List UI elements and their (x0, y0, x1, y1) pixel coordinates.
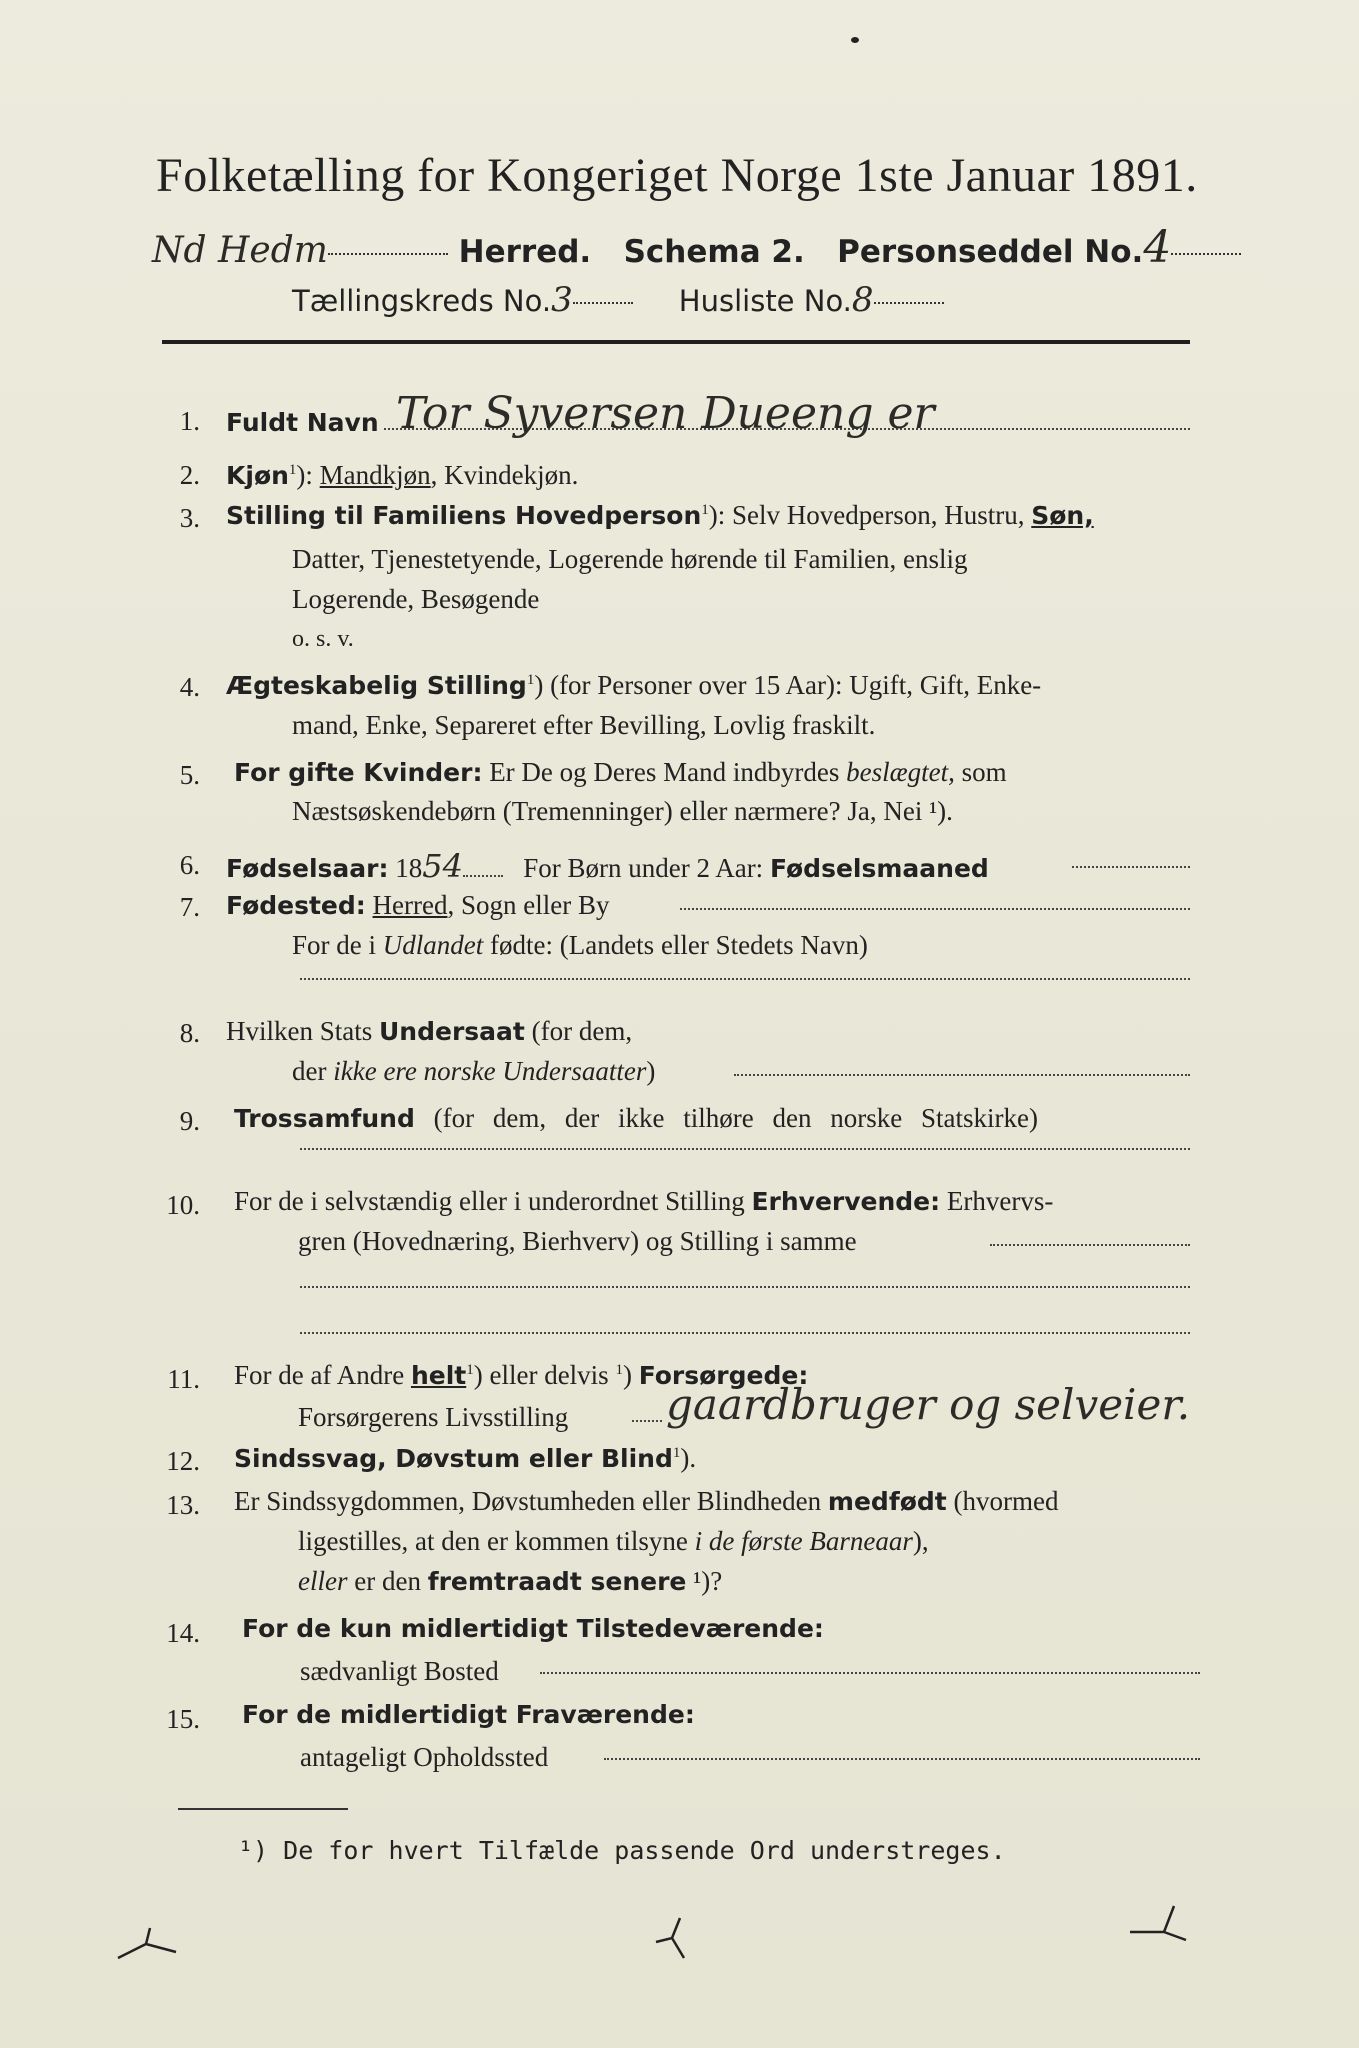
q9-line (234, 1103, 1038, 1134)
q10-line2: gren (Hovednæring, Bierhverv) og Stilling i samme (298, 1226, 857, 1256)
q10-text-c: Erhvervs- (940, 1186, 1054, 1216)
husliste-handwritten: 8 (851, 280, 874, 320)
q13-text-3c: ¹)? (686, 1566, 723, 1596)
q11-label: Forsørgede: (638, 1361, 809, 1390)
q4-number: 4. (179, 672, 200, 702)
q8-number: 8. (179, 1018, 200, 1048)
q10-fill-line-3 (300, 1332, 1190, 1334)
q6-label: Fødselsaar: (226, 854, 389, 883)
q2-sup: 1 (288, 462, 297, 478)
q5-text-italic: beslægtet, (846, 757, 955, 787)
q4-label: Ægteskabelig Stilling (226, 671, 527, 700)
q13-text-2-italic: i de første Barneaar (694, 1526, 913, 1556)
q13-line2 (298, 1526, 929, 1557)
q9-fill-line (300, 1148, 1190, 1150)
q8-text-a: Hvilken Stats (226, 1016, 379, 1046)
q13-line3 (298, 1566, 722, 1597)
q7-text-2-italic: Udlandet (382, 930, 484, 960)
q8-text-c: (for dem, (524, 1016, 633, 1046)
q13-text-3-italic: eller (298, 1566, 348, 1596)
q10-line1 (234, 1186, 1053, 1217)
personseddel-handwritten: 4 (1143, 222, 1172, 273)
q12-sup: 1 (672, 1445, 681, 1461)
q7-fill-line-1 (680, 908, 1190, 910)
q8-line1 (226, 1016, 632, 1047)
q10-label: Erhvervende: (751, 1187, 941, 1216)
q7-text-2a: For de i (292, 930, 383, 960)
q6-text-b: For Børn under 2 Aar: (523, 853, 764, 883)
q11-handwritten-answer: gaardbruger og selveier. (666, 1380, 1191, 1429)
q5-number: 5. (179, 760, 200, 790)
footnote-text: ¹) De for hvert Tilfælde passende Ord understreges. (238, 1836, 1006, 1865)
q10-text-a: For de i selvstændig eller i underordnet Stilling (234, 1186, 752, 1216)
header-line-kreds (292, 280, 944, 320)
q5-line1 (234, 757, 1007, 788)
q7-fill-line-2 (300, 978, 1190, 980)
q2-line (226, 460, 578, 491)
q11-text-a: For de af Andre (234, 1360, 411, 1390)
q5-text-a: Er De og Deres Mand indbyrdes (489, 757, 847, 787)
q6-number: 6. (179, 850, 200, 880)
q14-fill-line (540, 1672, 1200, 1674)
q14-line2: sædvanligt Bosted (300, 1656, 499, 1686)
q13-text-c: (hvormed (946, 1486, 1059, 1516)
q8-fill-line (734, 1074, 1190, 1076)
q6-label-b: Fødselsmaaned (769, 854, 989, 883)
personseddel-label: Personseddel No. (837, 234, 1144, 270)
q3-line2: Datter, Tjenestetyende, Logerende hørende til Familien, enslig (292, 544, 968, 574)
q7-line2 (292, 930, 868, 961)
taellingskreds-label: Tællingskreds No. (292, 284, 552, 318)
q3-number: 3. (179, 503, 200, 533)
q15-line1: For de midlertidigt Fraværende: (242, 1700, 695, 1729)
q1-handwritten-name: Tor Syversen Dueeng er (396, 388, 935, 439)
q15-fill-line (604, 1758, 1200, 1760)
q2-text-b: , Kvindekjøn. (430, 460, 579, 490)
q13-line1 (234, 1486, 1058, 1517)
q6-fill-line (1072, 866, 1190, 868)
q5-line2: Næstsøskendebørn (Tremenninger) eller nærmere? Ja, Nei ¹). (292, 796, 953, 826)
q15-line2: antageligt Opholdssted (300, 1742, 549, 1772)
q11-number: 11. (167, 1364, 200, 1394)
q8-line2 (292, 1056, 655, 1087)
q11-text-b: ) eller delvis (473, 1360, 616, 1390)
q3-line3: Logerende, Besøgende (292, 584, 540, 614)
q4-text-1: ) (for Personer over 15 Aar): Ugift, Gift, Enke- (534, 670, 1042, 700)
q11-text-c: ) (622, 1360, 639, 1390)
q2-number: 2. (179, 460, 200, 490)
q9-text: (for dem, der ikke tilhøre den norske Statskirke) (414, 1103, 1038, 1133)
q3-text-1: ): Selv Hovedperson, Hustru, (708, 500, 1032, 530)
q13-text-3a: er den (347, 1566, 428, 1596)
q4-line2: mand, Enke, Separeret efter Bevilling, Lovlig fraskilt. (292, 710, 876, 740)
q9-label: Trossamfund (234, 1104, 415, 1133)
header-line-herred (152, 222, 1241, 273)
q6-line (226, 847, 989, 885)
q2-label: Kjøn (226, 461, 289, 490)
q6-year-handwritten: 54 (422, 847, 463, 885)
q3-line1 (226, 500, 1094, 531)
q3-line4: o. s. v. (292, 626, 354, 652)
q13-number: 13. (166, 1490, 200, 1520)
q8-text-2b: ) (646, 1056, 656, 1086)
q7-option-herred: Herred (372, 890, 448, 920)
q12-number: 12. (166, 1446, 200, 1476)
q1-number: 1. (179, 406, 200, 436)
q3-sup: 1 (701, 502, 709, 518)
q4-line1 (226, 670, 1041, 701)
q7-line1 (226, 890, 609, 921)
q13-text-2a: ligestilles, at den er kommen tilsyne (298, 1526, 695, 1556)
q5-label: For gifte Kvinder: (234, 758, 483, 787)
q2-option-mandkjon: Mandkjøn (319, 460, 431, 490)
q14-number: 14. (166, 1618, 200, 1648)
q7-text-2b: fødte: (Landets eller Stedets Navn) (483, 930, 868, 960)
q11-option-helt: helt (410, 1361, 467, 1390)
registration-mark-left (116, 1924, 186, 1964)
q11-line2: Forsørgerens Livsstilling (298, 1402, 569, 1432)
q7-number: 7. (179, 892, 200, 922)
q14-line1: For de kun midlertidigt Tilstedeværende: (242, 1614, 824, 1643)
registration-mark-center (650, 1914, 690, 1962)
schema-label: Schema 2. (623, 234, 805, 270)
q10-fill-line-1 (990, 1244, 1190, 1246)
q12-line (234, 1443, 696, 1474)
ink-dot (851, 37, 859, 43)
header-rule (162, 340, 1190, 344)
q13-label-2: fremtraadt senere (427, 1567, 687, 1596)
q11-line1: For de af Andre helt$^1$) eller delvis $^1$) Forsørgede: (234, 1360, 809, 1390)
husliste-label: Husliste No. (678, 284, 852, 318)
registration-mark-right (1126, 1896, 1196, 1946)
q8-text-2a: der (292, 1056, 334, 1086)
herred-handwritten: Nd Hedm (152, 230, 328, 271)
q5-text-b: som (954, 757, 1007, 787)
q10-fill-line-2 (300, 1286, 1190, 1288)
q1-label: Fuldt Navn (226, 408, 379, 437)
q9-number: 9. (179, 1106, 200, 1136)
q3-label: Stilling til Familiens Hovedperson (226, 501, 702, 530)
q12-tail: ). (680, 1443, 697, 1473)
q8-label: Undersaat (379, 1017, 525, 1046)
q4-sup: 1 (526, 672, 535, 688)
q7-text-a: , Sogn eller By (447, 890, 610, 920)
q12-label: Sindssvag, Døvstum eller Blind (234, 1444, 673, 1473)
footnote-rule (178, 1808, 348, 1810)
q13-text-2b: ), (912, 1526, 929, 1556)
taellingskreds-handwritten: 3 (551, 280, 573, 320)
q8-text-2-italic: ikke ere norske Undersaatter (333, 1056, 647, 1086)
q3-option-son: Søn, (1031, 501, 1094, 530)
form-title: Folketælling for Kongeriget Norge 1ste Januar 1891. (156, 149, 1198, 202)
q11-fill-line (632, 1420, 662, 1422)
q13-text-a: Er Sindssygdommen, Døvstumheden eller Blindheden (234, 1486, 828, 1516)
q15-number: 15. (166, 1704, 200, 1734)
q10-number: 10. (166, 1190, 200, 1220)
q6-year-prefix: 18 (395, 853, 423, 883)
q7-label: Fødested: (226, 891, 366, 920)
q2-text-a: ): (296, 460, 320, 490)
q13-label: medfødt (827, 1487, 947, 1516)
herred-label: Herred. (458, 234, 592, 270)
